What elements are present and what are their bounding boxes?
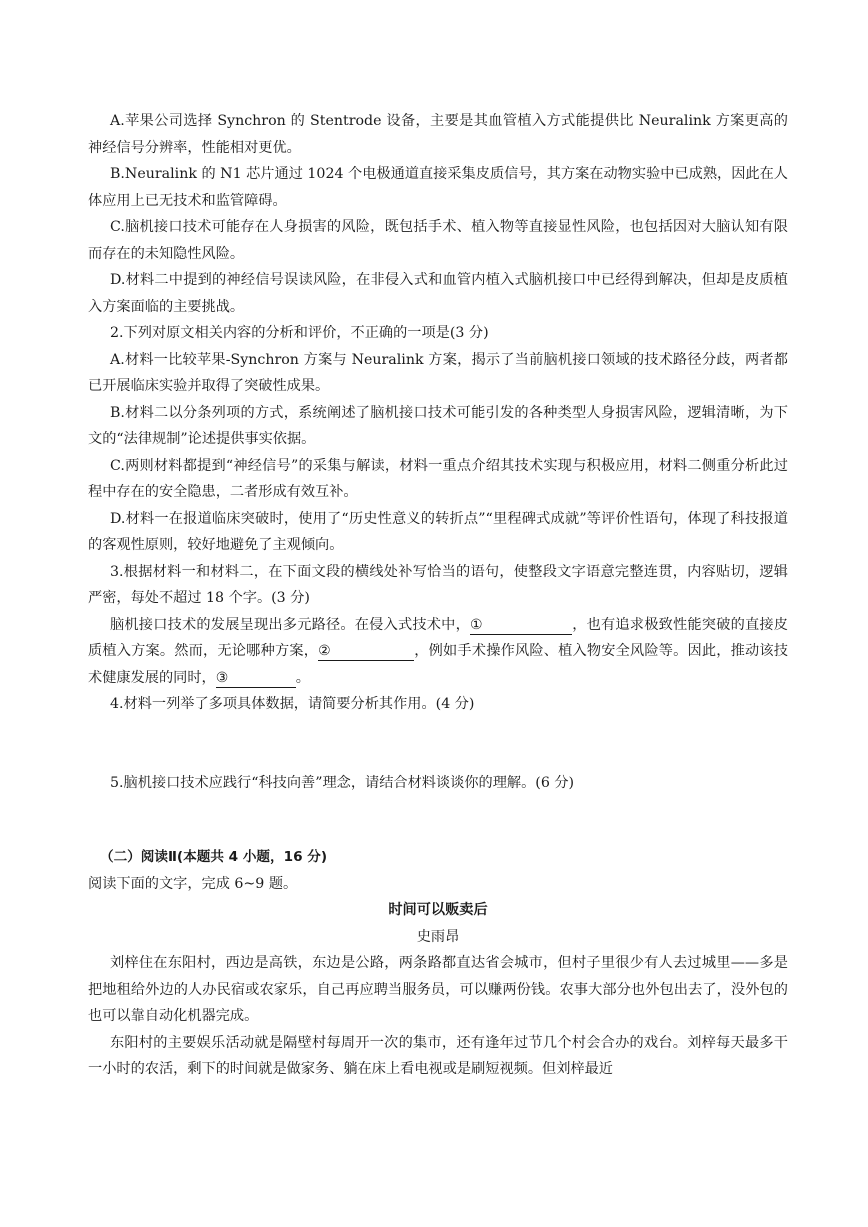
q2-option-a: A.材料一比较苹果-Synchron 方案与 Neuralink 方案，揭示了当前脑机接口领域的技术路径分歧，两者都已开展临床实验并取得了突破性成果。 xyxy=(88,351,788,394)
article-title: 时间可以贩卖后 xyxy=(388,902,488,918)
q2-option-c: C.两则材料都提到“神经信号”的采集与解读，材料一重点介绍其技术实现与积极应用，材料二侧重分析此过程中存在的安全隐患，二者形成有效互补。 xyxy=(88,457,788,500)
q3-passage xyxy=(88,612,788,692)
q1-option-a: A.苹果公司选择 Synchron 的 Stentrode 设备，主要是其血管植入方式能提供比 Neuralink 方案更高的神经信号分辨率，性能相对更优。 xyxy=(88,113,788,156)
q2-option-d: D.材料一在报道临床突破时，使用了“历史性意义的转折点”“里程碑式成就”等评价性语句，体现了科技报道的客观性原则，较好地避免了主观倾向。 xyxy=(88,510,788,553)
section-heading: （二）阅读Ⅱ(本题共 4 小题，16 分) xyxy=(100,849,328,865)
q2-option-b: B.材料二以分条列项的方式，系统阐述了脑机接口技术可能引发的各种类型人身损害风险，逻辑清晰，为下文的“法律规制”论述提供事实依据。 xyxy=(88,404,788,447)
article-author: 史雨昂 xyxy=(416,928,460,945)
article-paragraph-1: 刘梓住在东阳村，西边是高铁，东边是公路，两条路都直达省会城市，但村子里很少有人去过城里——多是把地租给外边的人办民宿或农家乐，自己再应聘当服务员，可以赚两份钱。农事大部分也外包出去了，没外包的也可以靠自动化机器完成。 xyxy=(88,955,788,1024)
q3-passage-part3: ，例如手术操作风险、植入物安全风险等。因此，推动该技术健康发展的同时， xyxy=(88,643,788,686)
q3-passage-part4: 。 xyxy=(295,669,310,686)
q3-blank-1[interactable]: ① xyxy=(470,616,572,635)
q1-option-d: D.材料二中提到的神经信号误读风险，在非侵入式和血管内植入式脑机接口中已经得到解决，但却是皮质植入方案面临的主要挑战。 xyxy=(88,272,788,315)
q5-answer-space[interactable] xyxy=(88,796,788,844)
q3-passage-part2: ，也有追求极致性能突破的直接皮质植入方案。然而，无论哪种方案， xyxy=(88,616,788,659)
q3-blank-2[interactable]: ② xyxy=(318,642,414,661)
q1-option-b: B.Neuralink 的 N1 芯片通过 1024 个电极通道直接采集皮质信号，其方案在动物实验中已成熟，因此在人体应用上已无技术和监管障碍。 xyxy=(88,166,788,209)
page-content xyxy=(88,108,788,1083)
q3-stem: 3.根据材料一和材料二，在下面文段的横线处补写恰当的语句，使整段文字语意完整连贯，内容贴切，逻辑严密，每处不超过 18 个字。(3 分) xyxy=(88,563,788,606)
q3-blank-3[interactable]: ③ xyxy=(216,669,296,688)
q5-stem: 5.脑机接口技术应践行“科技向善”理念，请结合材料谈谈你的理解。(6 分) xyxy=(110,774,575,791)
q2-stem: 2.下列对原文相关内容的分析和评价，不正确的一项是(3 分) xyxy=(110,325,489,341)
q1-option-c: C.脑机接口技术可能存在人身损害的风险，既包括手术、植入物等直接显性风险，也包括因对大脑认知有限而存在的未知隐性风险。 xyxy=(88,219,788,262)
q4-answer-space[interactable] xyxy=(88,718,788,770)
section-instruction: 阅读下面的文字，完成 6~9 题。 xyxy=(88,875,298,892)
article-paragraph-2: 东阳村的主要娱乐活动就是隔壁村每周开一次的集市，还有逢年过节几个村会合办的戏台。刘梓每天最多干一小时的农活，剩下的时间就是做家务、躺在床上看电视或是刷短视频。但刘梓最近 xyxy=(88,1034,788,1077)
q4-stem: 4.材料一列举了多项具体数据，请简要分析其作用。(4 分) xyxy=(110,696,475,712)
q3-passage-part1: 脑机接口技术的发展呈现出多元路径。在侵入式技术中， xyxy=(110,616,470,633)
